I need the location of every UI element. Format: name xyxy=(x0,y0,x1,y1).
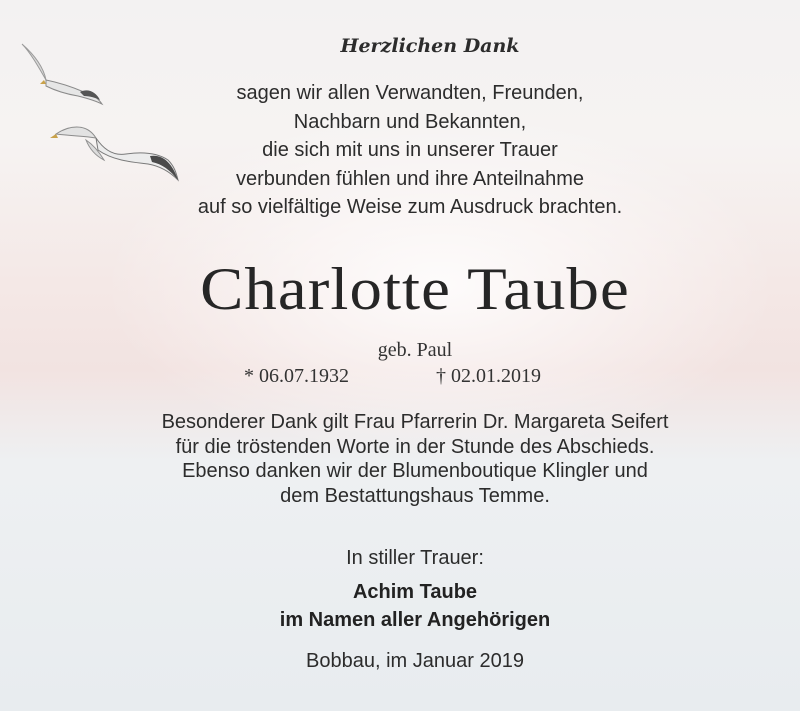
heading: Herzlichen Dank xyxy=(340,35,520,57)
thanks-line: für die tröstenden Worte in der Stunde des Abschieds. xyxy=(175,435,655,458)
place-date: Bobbau, im Januar 2019 xyxy=(306,650,524,672)
intro-line: die sich mit uns in unserer Trauer xyxy=(262,139,558,161)
intro-line: Nachbarn und Bekannten, xyxy=(293,110,527,133)
intro-line: sagen wir allen Verwandten, Freunden, xyxy=(236,82,584,104)
death-date: † 02.01.2019 xyxy=(436,365,541,387)
thanks-line: Ebenso danken wir der Blumenboutique Klingler und xyxy=(182,460,648,482)
maiden-name: geb. Paul xyxy=(377,339,453,361)
thanks-line: dem Bestattungshaus Temme. xyxy=(280,484,550,507)
mourning-label: In stiller Trauer: xyxy=(346,547,484,569)
intro-text xyxy=(10,79,800,222)
thanks-text xyxy=(15,410,800,508)
intro-line: verbunden fühlen und ihre Anteilnahme xyxy=(235,167,585,190)
deceased-name: Charlotte Taube xyxy=(200,256,630,322)
signer-name: Achim Taube xyxy=(352,581,478,603)
intro-line: auf so vielfältige Weise zum Ausdruck brachten. xyxy=(197,196,623,218)
birth-date: * 06.07.1932 xyxy=(244,365,349,387)
thanks-line: Besonderer Dank gilt Frau Pfarrerin Dr. Margareta Seifert xyxy=(161,411,669,433)
signer-block xyxy=(15,578,800,634)
signer-note: im Namen aller Angehörigen xyxy=(279,609,551,631)
